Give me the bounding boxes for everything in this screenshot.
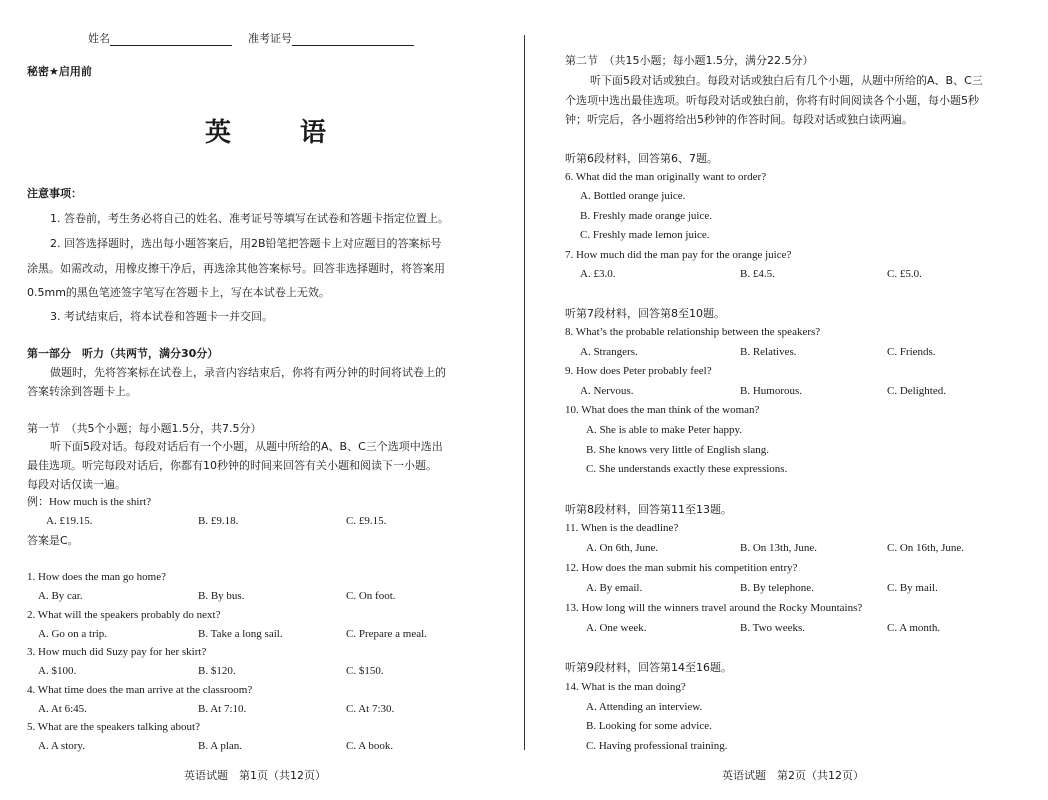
question: 13. How long will the winners travel around the Rocky Mountains? <box>565 602 863 614</box>
question: 12. How does the man submit his competition entry? <box>565 562 798 574</box>
page-footer: 英语试题 第2页（共12页） <box>722 769 864 782</box>
question: 6. What did the man originally want to order? <box>565 171 767 183</box>
option-c[interactable]: C. At 7:30. <box>346 703 395 715</box>
option-a[interactable]: A. Go on a trip. <box>38 628 108 640</box>
page-footer: 英语试题 第1页（共12页） <box>184 769 326 782</box>
option-a[interactable]: A. She is able to make Peter happy. <box>586 424 742 436</box>
option-b[interactable]: B. Take a long sail. <box>198 628 283 640</box>
option-b[interactable]: B. £4.5. <box>740 268 775 280</box>
note-line: 1. 答卷前，考生务必将自己的姓名、准考证号等填写在试卷和答题卡指定位置上。 <box>50 212 449 225</box>
option-c[interactable]: C. A book. <box>346 740 394 752</box>
option-c[interactable]: C. A month. <box>887 622 941 634</box>
option-c[interactable]: C. £5.0. <box>887 268 922 280</box>
section2-desc-line: 听下面5段对话或独白。每段对话或独白后有几个小题，从题中所给的A、B、C三 <box>590 74 983 87</box>
example-option: C. £9.15. <box>346 515 387 527</box>
name-line <box>110 33 232 46</box>
question: 8. What’s the probable relationship between the speakers? <box>565 326 821 338</box>
option-b[interactable]: B. At 7:10. <box>198 703 247 715</box>
question: 7. How much did the man pay for the orange juice? <box>565 249 792 261</box>
option-c[interactable]: C. Having professional training. <box>586 740 728 752</box>
option-a[interactable]: A. Bottled orange juice. <box>580 190 686 202</box>
option-c[interactable]: C. On foot. <box>346 590 396 602</box>
option-b[interactable]: B. Two weeks. <box>740 622 806 634</box>
section1-desc-line: 听下面5段对话。每段对话后有一个小题，从题中所给的A、B、C三个选项中选出 <box>50 440 443 453</box>
material-label: 听第6段材料，回答第6、7题。 <box>565 152 718 165</box>
question: 1. How does the man go home? <box>27 571 166 583</box>
option-a[interactable]: A. Attending an interview. <box>586 701 703 713</box>
exam-id-label: 准考证号 <box>248 32 292 45</box>
option-b[interactable]: B. Relatives. <box>740 346 797 358</box>
option-c[interactable]: C. She understands exactly these expressions. <box>586 463 788 475</box>
question: 5. What are the speakers talking about? <box>27 721 200 733</box>
option-b[interactable]: B. A plan. <box>198 740 243 752</box>
question: 14. What is the man doing? <box>565 681 686 693</box>
section1-desc-line: 每段对话仅读一遍。 <box>27 478 126 491</box>
notes-title: 注意事项： <box>27 187 82 200</box>
option-b[interactable]: B. Freshly made orange juice. <box>580 210 712 222</box>
part1-desc-line: 做题时，先将答案标在试卷上，录音内容结束后，你将有两分钟的时间将试卷上的 <box>50 366 446 379</box>
material-label: 听第8段材料，回答第11至13题。 <box>565 503 732 516</box>
section2-title: 第二节 （共15小题；每小题1.5分，满分22.5分） <box>565 54 814 67</box>
example-option: B. £9.18. <box>198 515 239 527</box>
option-c[interactable]: C. Delighted. <box>887 385 946 397</box>
page-title: 英 语 <box>205 118 357 148</box>
option-b[interactable]: B. Humorous. <box>740 385 803 397</box>
page-divider <box>524 35 525 750</box>
question: 4. What time does the man arrive at the classroom? <box>27 684 253 696</box>
option-a[interactable]: A. $100. <box>38 665 77 677</box>
material-label: 听第7段材料，回答第8至10题。 <box>565 307 725 320</box>
option-b[interactable]: B. Looking for some advice. <box>586 720 712 732</box>
example-option: A. £19.15. <box>46 515 93 527</box>
exam-id-line <box>292 33 414 46</box>
option-b[interactable]: B. On 13th, June. <box>740 542 817 554</box>
option-c[interactable]: C. $150. <box>346 665 384 677</box>
section2-desc-line: 钟；听完后，各小题将给出5秒钟的作答时间。每段对话或独白读两遍。 <box>565 113 913 126</box>
section1-desc-line: 最佳选项。听完每段对话后，你都有10秒钟的时间来回答有关小题和阅读下一小题。 <box>27 459 437 472</box>
option-a[interactable]: A. On 6th, June. <box>586 542 659 554</box>
name-field[interactable] <box>88 30 232 46</box>
example-answer: 答案是C。 <box>27 534 79 547</box>
option-c[interactable]: C. Prepare a meal. <box>346 628 427 640</box>
option-a[interactable]: A. Strangers. <box>580 346 638 358</box>
section2-desc-line: 个选项中选出最佳选项。听每段对话或独白前，你将有时间阅读各个小题，每小题5秒 <box>565 94 979 107</box>
option-a[interactable]: A. Nervous. <box>580 385 634 397</box>
option-c[interactable]: C. On 16th, June. <box>887 542 964 554</box>
option-a[interactable]: A. By car. <box>38 590 83 602</box>
option-b[interactable]: B. She knows very little of English slang. <box>586 444 770 456</box>
question: 9. How does Peter probably feel? <box>565 365 712 377</box>
option-a[interactable]: A. £3.0. <box>580 268 616 280</box>
option-c[interactable]: C. Freshly made lemon juice. <box>580 229 710 241</box>
option-b[interactable]: B. By bus. <box>198 590 245 602</box>
question: 10. What does the man think of the woman? <box>565 404 760 416</box>
option-c[interactable]: C. By mail. <box>887 582 938 594</box>
material-label: 听第9段材料，回答第14至16题。 <box>565 661 732 674</box>
note-line: 涂黑。如需改动，用橡皮擦干净后，再选涂其他答案标号。回答非选择题时，将答案用 <box>27 262 445 275</box>
note-line: 2. 回答选择题时，选出每小题答案后，用2B铅笔把答题卡上对应题目的答案标号 <box>50 237 442 250</box>
note-line: 3. 考试结束后，将本试卷和答题卡一并交回。 <box>50 310 273 323</box>
name-label: 姓名 <box>88 32 110 45</box>
question: 3. How much did Suzy pay for her skirt? <box>27 646 207 658</box>
question: 11. When is the deadline? <box>565 522 679 534</box>
secret-label: 秘密★启用前 <box>27 65 92 78</box>
question: 2. What will the speakers probably do next? <box>27 609 221 621</box>
option-c[interactable]: C. Friends. <box>887 346 936 358</box>
option-a[interactable]: A. By email. <box>586 582 643 594</box>
option-b[interactable]: B. $120. <box>198 665 236 677</box>
example-question: 例：How much is the shirt? <box>27 496 152 508</box>
part1-desc-line: 答案转涂到答题卡上。 <box>27 385 137 398</box>
option-a[interactable]: A. One week. <box>586 622 647 634</box>
note-line: 0.5mm的黑色笔迹签字笔写在答题卡上，写在本试卷上无效。 <box>27 286 330 299</box>
exam-id-field[interactable] <box>248 30 414 46</box>
section1-title: 第一节 （共5个小题；每小题1.5分，共7.5分） <box>27 422 262 435</box>
option-a[interactable]: A. A story. <box>38 740 85 752</box>
option-b[interactable]: B. By telephone. <box>740 582 814 594</box>
part1-title: 第一部分 听力（共两节，满分30分） <box>27 347 219 360</box>
option-a[interactable]: A. At 6:45. <box>38 703 87 715</box>
